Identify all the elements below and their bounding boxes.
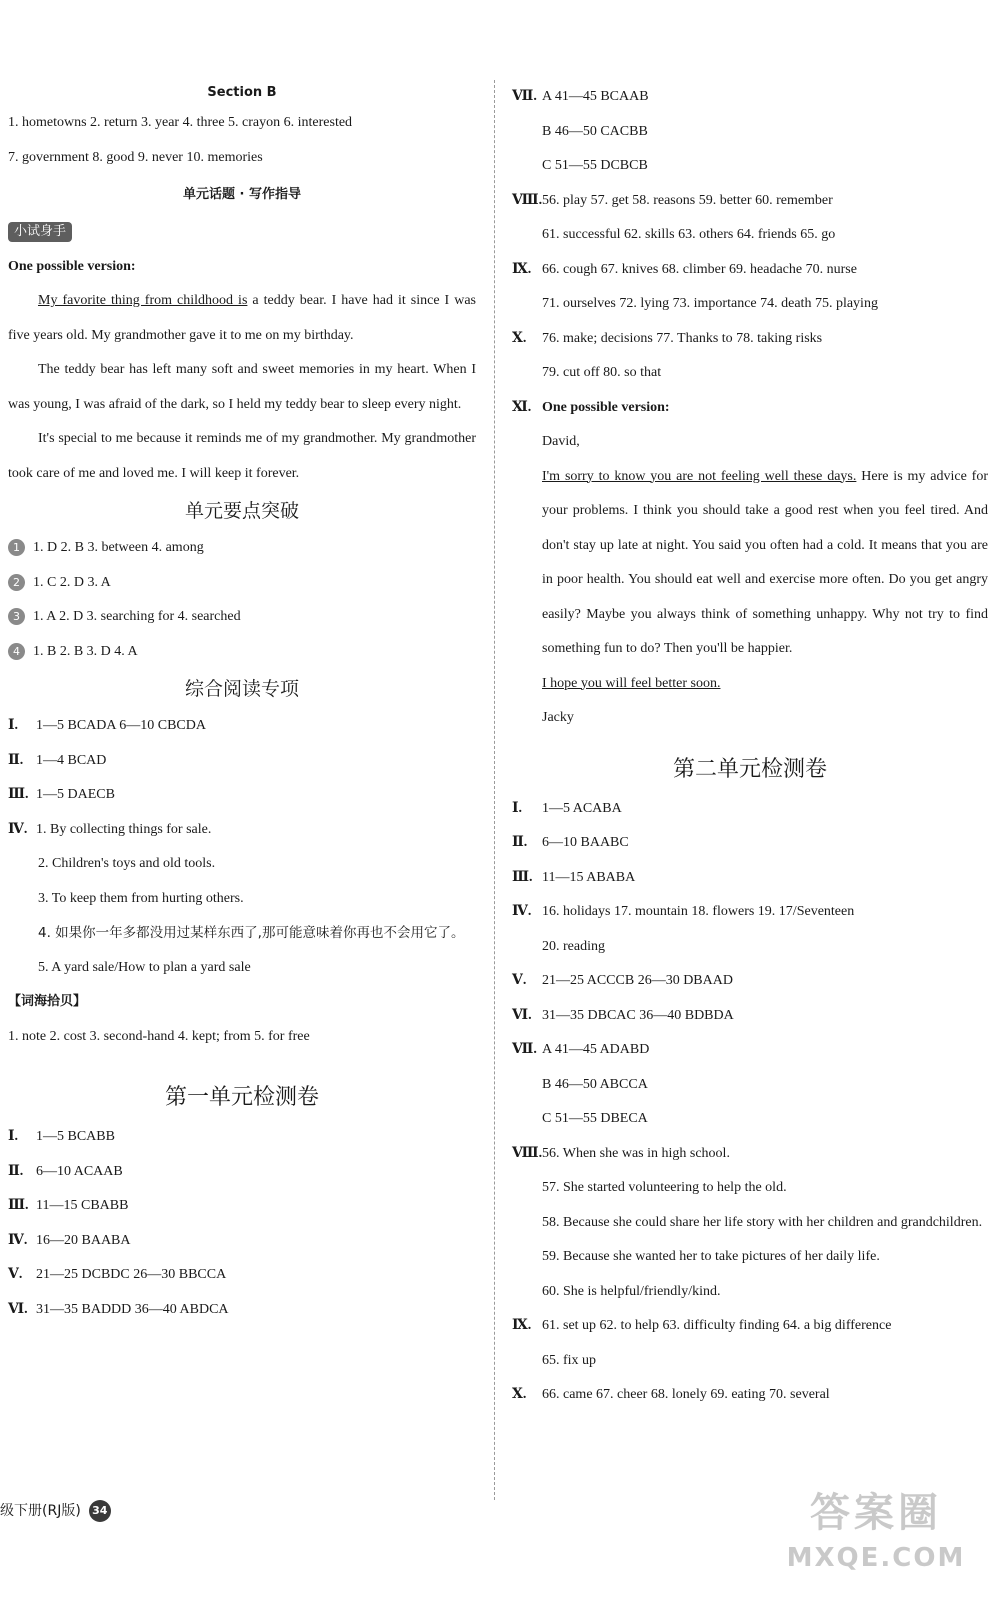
unit2-row — [512, 1378, 988, 1413]
roman-numeral: Ⅸ. — [512, 1318, 532, 1333]
letter-salutation: David, — [542, 434, 580, 449]
roman-numeral: Ⅵ. — [512, 1007, 532, 1023]
answer-text: 21—25 ACCCB 26—30 DBAAD — [542, 973, 733, 988]
essay-paragraph-3: It's special to me because it reminds me of my grandmother. My grandmother took care of me and loved me. I will keep it forever. — [8, 431, 476, 481]
key-point-text: 1. C 2. D 3. A — [33, 574, 111, 590]
writing-guide-heading: 单元话题 · 写作指导 — [183, 187, 301, 202]
roman-numeral: Ⅱ. — [8, 1163, 24, 1179]
unit2-row-7b: B 46—50 ABCCA — [542, 1076, 648, 1092]
reading-row-1 — [8, 709, 476, 744]
roman-numeral: Ⅷ. — [512, 1145, 543, 1161]
unit2-row — [512, 861, 988, 896]
roman-numeral: Ⅶ. — [512, 1042, 537, 1057]
answer-text: 31—35 DBCAC 36—40 BDBDA — [542, 1007, 734, 1023]
roman-numeral: Ⅱ. — [8, 752, 24, 768]
key-point-row-1 — [8, 531, 476, 566]
watermark-bottom: MXQE.COM — [786, 1543, 966, 1573]
section-b-title: Section B — [207, 85, 277, 100]
key-points-title: 单元要点突破 — [184, 500, 299, 522]
unit2-row — [512, 792, 988, 827]
try-it-tag: 小试身手 — [8, 222, 72, 242]
answer-text: 11—15 CBABB — [36, 1198, 129, 1213]
unit2-test-title: 第二单元检测卷 — [672, 756, 827, 782]
answer-text: 6—10 ACAAB — [36, 1163, 123, 1179]
roman-numeral: Ⅲ. — [8, 787, 29, 802]
answer-text: 56. play 57. get 58. reasons 59. better 60. remember — [542, 192, 833, 208]
number-badge-icon: 1 — [8, 539, 25, 556]
reading-row-2 — [8, 744, 476, 779]
key-point-row-4 — [8, 635, 476, 670]
page-footer — [0, 1496, 111, 1526]
roman-numeral: Ⅹ. — [512, 1387, 527, 1402]
key-point-row-3 — [8, 600, 476, 635]
number-badge-icon: 3 — [8, 608, 25, 625]
unit1-test-title: 第一单元检测卷 — [164, 1085, 319, 1110]
key-point-row-2 — [8, 566, 476, 601]
watermark-top: 答案圈 — [810, 1490, 942, 1536]
answer-text: 1—4 BCAD — [36, 752, 107, 768]
letter-body-rest: Here is my advice for your problems. I think you should take a good rest when you feel tired. And don't stay up late at night. You said you often had a cold. It means that you are in poor health. You should eat well and exercise more often. Do you get angry easily? Maybe you always think of something unhappy. Why not try to find something fun to do? Then you'll be happier. — [542, 468, 988, 656]
roman-numeral: Ⅺ. — [512, 399, 532, 415]
r-row-7a — [512, 80, 988, 115]
unit2-row-4b: 20. reading — [542, 938, 605, 954]
version-label: One possible version: — [8, 258, 136, 274]
letter-closing — [512, 667, 988, 702]
reading-title: 综合阅读专项 — [184, 678, 299, 700]
tag-row — [8, 215, 476, 250]
roman-numeral: Ⅳ. — [512, 904, 532, 919]
r-row-10a — [512, 322, 988, 357]
answer-text: 1. By collecting things for sale. — [36, 821, 212, 837]
number-badge-icon: 4 — [8, 643, 25, 660]
roman-numeral: Ⅹ. — [512, 330, 527, 346]
unit1-row — [8, 1120, 476, 1155]
r-row-11 — [512, 391, 988, 426]
section-b-line-1: 1. hometowns 2. return 3. year 4. three 5. crayon 6. interested — [8, 115, 353, 130]
unit2-row — [512, 895, 988, 930]
answer-text: 21—25 DCBDC 26—30 BBCCA — [36, 1267, 227, 1282]
unit2-row-65: 65. fix up — [542, 1352, 597, 1368]
roman-numeral: Ⅴ. — [512, 973, 527, 988]
unit2-row — [512, 1309, 988, 1344]
answer-text: 1—5 BCABB — [36, 1129, 115, 1144]
reading-row-4-5: 5. A yard sale/How to plan a yard sale — [38, 959, 251, 975]
answer-text: A 41—45 ADABD — [542, 1042, 650, 1057]
r-row-9a — [512, 253, 988, 288]
essay-p1-rest: a teddy bear. I have had it since I was five years old. My grandmother gave it to me on my birthday. — [8, 293, 477, 343]
answer-text: 31—35 BADDD 36—40 ABDCA — [36, 1301, 229, 1317]
roman-numeral: Ⅸ. — [512, 261, 532, 277]
unit1-row — [8, 1155, 476, 1190]
reading-row-4-2: 2. Children's toys and old tools. — [38, 856, 216, 871]
answer-text: 61. set up 62. to help 63. difficulty finding 64. a big difference — [542, 1318, 892, 1333]
essay-paragraph-1 — [8, 284, 476, 353]
letter-signature: Jacky — [542, 710, 574, 725]
answer-text: 11—15 ABABA — [542, 869, 636, 885]
unit2-row-57: 57. She started volunteering to help the old. — [542, 1180, 787, 1195]
key-point-text: 1. A 2. D 3. searching for 4. searched — [33, 609, 241, 624]
unit1-row — [8, 1189, 476, 1224]
r-row-8a — [512, 184, 988, 219]
roman-numeral: Ⅶ. — [512, 89, 537, 104]
roman-numeral: Ⅵ. — [8, 1301, 28, 1317]
unit2-row — [512, 964, 988, 999]
r-row-7c: C 51—55 DCBCB — [542, 158, 648, 173]
number-badge-icon: 2 — [8, 574, 25, 591]
roman-numeral: Ⅷ. — [512, 192, 543, 208]
key-point-text: 1. B 2. B 3. D 4. A — [33, 643, 138, 659]
roman-numeral: Ⅰ. — [8, 1129, 19, 1144]
answer-text: 1—5 BCADA 6—10 CBCDA — [36, 718, 206, 733]
answer-text: 66. cough 67. knives 68. climber 69. headache 70. nurse — [542, 261, 857, 277]
roman-numeral: Ⅳ. — [8, 1232, 28, 1248]
version-label: One possible version: — [542, 399, 670, 415]
unit2-row — [512, 999, 988, 1034]
r-row-9b: 71. ourselves 72. lying 73. importance 74. death 75. playing — [542, 296, 878, 311]
essay-topic-underline: My favorite thing from childhood is — [38, 293, 248, 308]
r-row-7b: B 46—50 CACBB — [542, 123, 648, 139]
letter-closing-underline: I hope you will feel better soon. — [542, 675, 721, 691]
right-column — [512, 80, 988, 1413]
r-row-10b: 79. cut off 80. so that — [542, 365, 662, 380]
roman-numeral: Ⅲ. — [8, 1198, 29, 1213]
reading-row-4-4: 4. 如果你一年多都没用过某样东西了,那可能意味着你再也不会用它了。 — [38, 925, 465, 941]
answer-text: 1—5 DAECB — [36, 787, 115, 802]
unit2-row-58: 58. Because she could share her life story with her children and grandchildren. — [542, 1214, 983, 1230]
unit2-row-7c: C 51—55 DBECA — [542, 1111, 648, 1126]
roman-numeral: Ⅴ. — [8, 1267, 23, 1282]
unit1-row — [8, 1293, 476, 1328]
unit2-row — [512, 1137, 988, 1172]
unit2-row — [512, 826, 988, 861]
letter-opening-underline: I'm sorry to know you are not feeling well these days. — [542, 468, 857, 484]
column-divider — [494, 80, 495, 1500]
reading-row-3 — [8, 778, 476, 813]
roman-numeral: Ⅰ. — [512, 800, 523, 816]
left-column — [8, 80, 476, 1327]
answer-text: A 41—45 BCAAB — [542, 89, 649, 104]
unit1-row — [8, 1224, 476, 1259]
answer-text: 66. came 67. cheer 68. lonely 69. eating 70. several — [542, 1387, 830, 1402]
roman-numeral: Ⅰ. — [8, 718, 19, 733]
vocab-heading: 【词海拾贝】 — [8, 994, 87, 1009]
page-number: 34 — [89, 1500, 111, 1522]
reading-row-4 — [8, 813, 476, 848]
letter-body — [512, 460, 988, 667]
roman-numeral: Ⅱ. — [512, 835, 528, 850]
answer-text: 6—10 BAABC — [542, 835, 629, 850]
unit2-row-59: 59. Because she wanted her to take pictures of her daily life. — [542, 1249, 880, 1264]
essay-paragraph-2: The teddy bear has left many soft and sweet memories in my heart. When I was young, I was afraid of the dark, so I held my teddy bear to sleep every night. — [8, 362, 476, 412]
roman-numeral: Ⅳ. — [8, 821, 28, 837]
reading-row-4-3: 3. To keep them from hurting others. — [38, 890, 244, 906]
answer-text: 16. holidays 17. mountain 18. flowers 19. 17/Seventeen — [542, 904, 855, 919]
r-row-8b: 61. successful 62. skills 63. others 64. friends 65. go — [542, 227, 836, 242]
section-b-line-2: 7. government 8. good 9. never 10. memories — [8, 149, 263, 165]
answer-text: 1—5 ACABA — [542, 800, 622, 816]
unit2-row-60: 60. She is helpful/friendly/kind. — [542, 1283, 721, 1299]
roman-numeral: Ⅲ. — [512, 869, 533, 885]
unit1-row — [8, 1258, 476, 1293]
watermark-logo — [776, 1486, 976, 1586]
unit2-row — [512, 1033, 988, 1068]
answer-text: 16—20 BAABA — [36, 1232, 131, 1248]
footer-text: 级下册(RJ版) — [0, 1503, 81, 1519]
answer-text: 56. When she was in high school. — [542, 1145, 730, 1161]
key-point-text: 1. D 2. B 3. between 4. among — [33, 540, 204, 555]
vocab-answers: 1. note 2. cost 3. second-hand 4. kept; from 5. for free — [8, 1028, 310, 1044]
answer-text: 76. make; decisions 77. Thanks to 78. taking risks — [542, 330, 823, 346]
